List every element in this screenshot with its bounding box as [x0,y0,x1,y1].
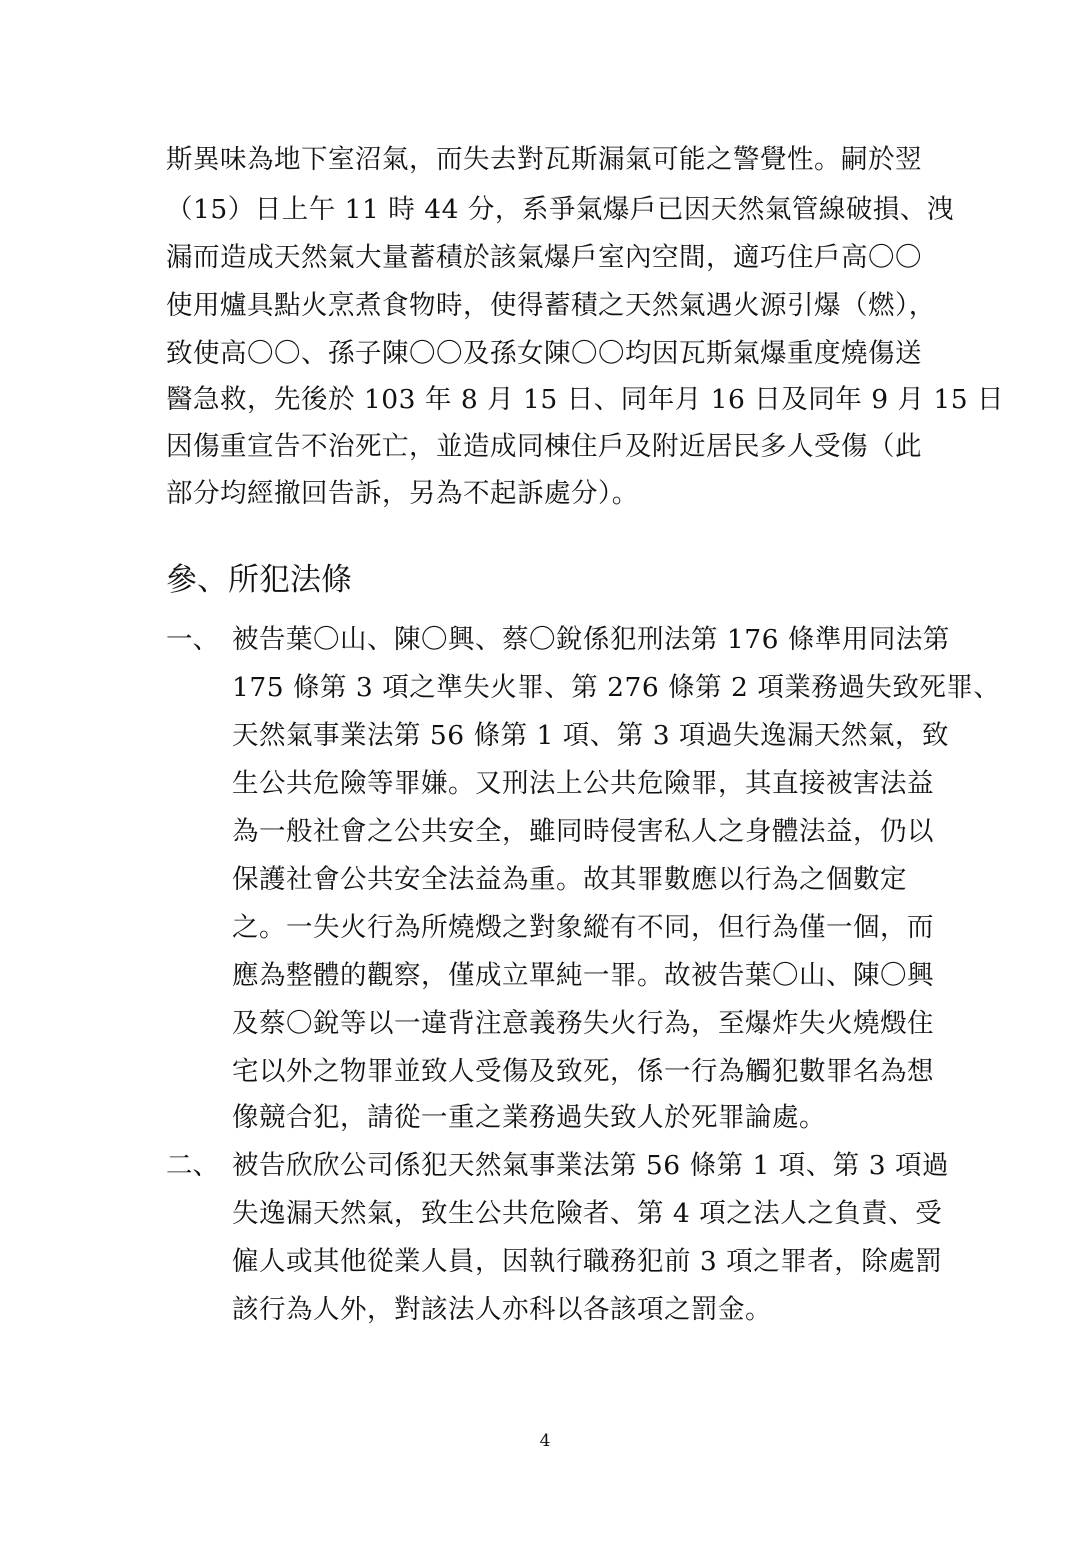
list-item-line: 像競合犯，請從一重之業務過失致人於死罪論處。 [232,1102,826,1133]
list-item-line: 為一般社會之公共安全，雖同時侵害私人之身體法益，仍以 [232,816,934,847]
list-item-line: 該行為人外，對該法人亦科以各該項之罰金。 [232,1294,772,1325]
section-heading: 參、所犯法條 [166,562,352,598]
list-item-line: 被告欣欣公司係犯天然氣事業法第 56 條第 1 項、第 3 項過 [232,1150,949,1181]
list-item-line: 僱人或其他從業人員，因執行職務犯前 3 項之罪者，除處罰 [232,1246,943,1277]
page-number: 4 [539,1431,551,1451]
intro-line: 使用爐具點火烹煮食物時，使得蓄積之天然氣遇火源引爆（燃）， [166,290,936,321]
intro-line: 醫急救，先後於 103 年 8 月 15 日、同年月 16 日及同年 9 月 15 日 [166,384,1005,415]
intro-line: 漏而造成天然氣大量蓄積於該氣爆戶室內空間，適巧住戶高〇〇 [166,242,922,273]
list-item-line: 生公共危險等罪嫌。又刑法上公共危險罪，其直接被害法益 [232,768,934,799]
intro-line: （15）日上午 11 時 44 分，系爭氣爆戶已因天然氣管線破損、洩 [166,194,954,225]
intro-line: 斯異味為地下室沼氣，而失去對瓦斯漏氣可能之警覺性。嗣於翌 [166,144,922,175]
intro-line: 致使高〇〇、孫子陳〇〇及孫女陳〇〇均因瓦斯氣爆重度燒傷送 [166,338,922,369]
list-item-line: 應為整體的觀察，僅成立單純一罪。故被告葉〇山、陳〇興 [232,960,934,991]
list-item-line: 保護社會公共安全法益為重。故其罪數應以行為之個數定 [232,864,907,895]
list-item-line: 及蔡〇銳等以一違背注意義務失火行為，至爆炸失火燒燬住 [232,1008,934,1039]
list-item-line: 宅以外之物罪並致人受傷及致死，係一行為觸犯數罪名為想 [232,1056,934,1087]
list-item-line: 被告葉〇山、陳〇興、蔡〇銳係犯刑法第 176 條準用同法第 [232,624,950,655]
list-item-marker: 二、 [166,1150,219,1181]
intro-line: 部分均經撤回告訴，另為不起訴處分）。 [166,478,639,509]
list-item-line: 之。一失火行為所燒燬之對象縱有不同，但行為僅一個，而 [232,912,934,943]
list-item-line: 175 條第 3 項之準失火罪、第 276 條第 2 項業務過失致死罪、 [232,672,1001,703]
list-item-line: 失逸漏天然氣，致生公共危險者、第 4 項之法人之負責、受 [232,1198,943,1229]
list-item-marker: 一、 [166,624,219,655]
list-item-line: 天然氣事業法第 56 條第 1 項、第 3 項過失逸漏天然氣，致 [232,720,949,751]
intro-line: 因傷重宣告不治死亡，並造成同棟住戶及附近居民多人受傷（此 [166,431,922,462]
